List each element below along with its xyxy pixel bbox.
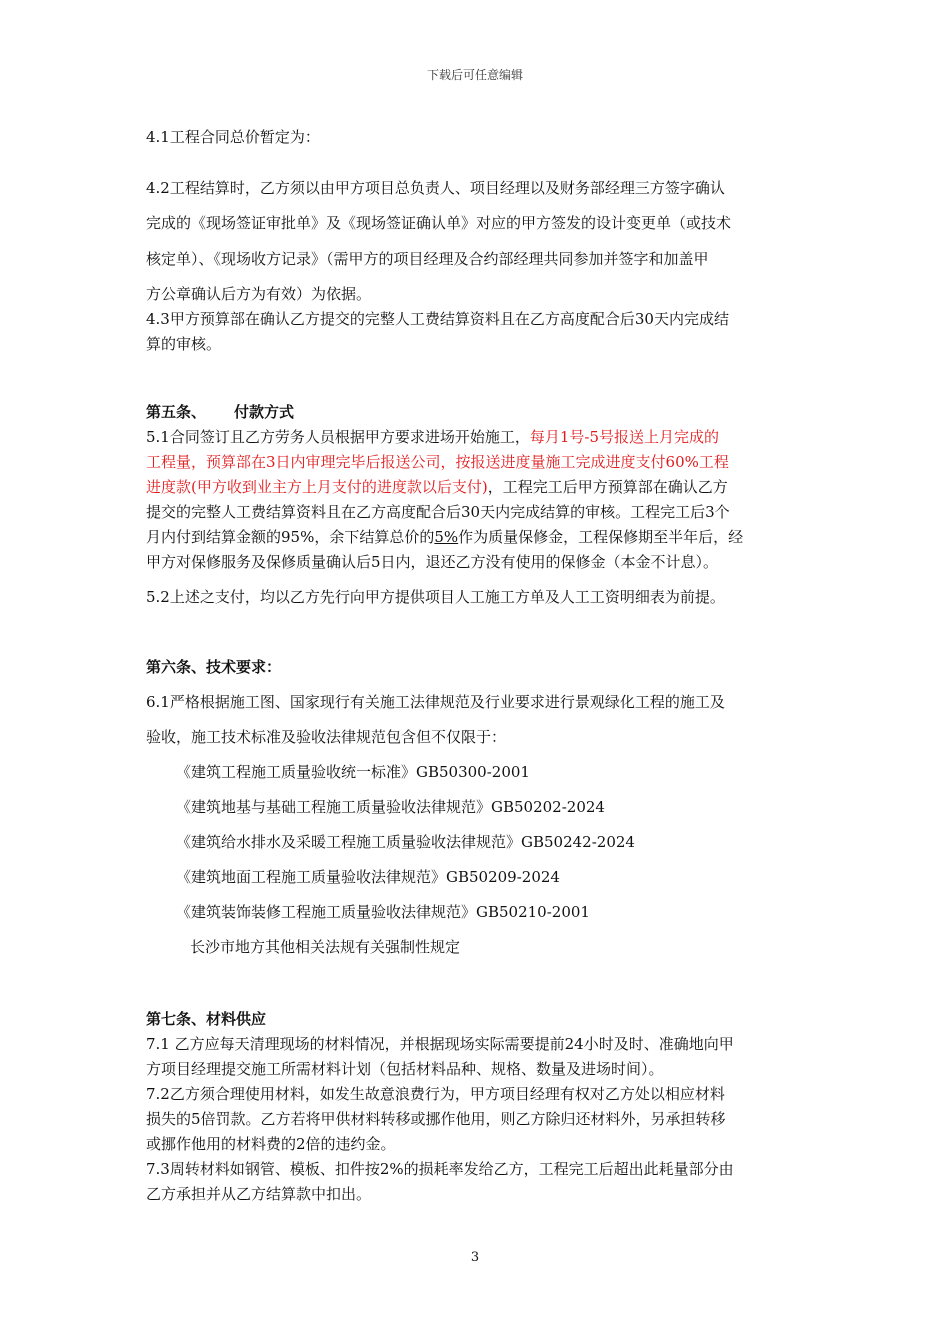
standard-item: 《建筑给水排水及采暖工程施工质量验收法律规范》GB50242-2024: [176, 833, 635, 851]
section-5-number: 第五条、: [146, 403, 207, 421]
standard-item: 长沙市地方其他相关法规有关强制性规定: [190, 938, 461, 956]
clause-5-1-highlight-2: 进度款(甲方收到业主方上月支付的进度款以后支付): [146, 478, 488, 496]
clause-4-3-line-1: 4.3甲方预算部在确认乙方提交的完整人工费结算资料且在乙方高度配合后30天内完成结: [146, 310, 729, 328]
section-5-title: [146, 402, 294, 422]
clause-5-1-line-5: [146, 527, 743, 547]
clause-7-1-line-2: 方项目经理提交施工所需材料计划（包括材料品种、规格、数量及进场时间）。: [146, 1060, 664, 1078]
clause-5-1-line-4: 提交的完整人工费结算资料且在乙方高度配合后30天内完成结算的审核。工程完工后3个: [146, 503, 730, 521]
clause-4-2-line-4: 方公章确认后方为有效）为依据。: [146, 285, 372, 303]
clause-7-2-line-2: 损失的5倍罚款。乙方若将甲供材料转移或挪作他用，则乙方除归还材料外，另承担转移: [146, 1110, 726, 1128]
clause-4-1: 4.1工程合同总价暂定为：: [146, 128, 320, 146]
clause-4-2-line-3: 核定单）、《现场收方记录》（需甲方的项目经理及合约部经理共同参加并签字和加盖甲: [146, 250, 709, 268]
standard-item: 《建筑工程施工质量验收统一标准》GB50300-2001: [176, 763, 530, 781]
section-6-title: 第六条、技术要求：: [146, 658, 282, 676]
standard-item: 《建筑地基与基础工程施工质量验收法律规范》GB50202-2024: [176, 798, 605, 816]
clause-4-3-line-2: 算的审核。: [146, 335, 222, 353]
clause-5-2: 5.2上述之支付，均以乙方先行向甲方提供项目人工施工方单及人工工资明细表为前提。: [146, 588, 725, 606]
clause-7-3-line-1: 7.3周转材料如钢管、模板、扣件按2%的损耗率发给乙方，工程完工后超出此耗量部分由: [146, 1160, 734, 1178]
clause-7-2-line-3: 或挪作他用的材料费的2倍的违约金。: [146, 1135, 396, 1153]
retention-percent: 5%: [434, 528, 459, 546]
clause-4-2-line-1: 4.2工程结算时，乙方须以由甲方项目总负责人、项目经理以及财务部经理三方签字确认: [146, 179, 725, 197]
clause-5-1-line-1: [146, 427, 719, 447]
page-number: 3: [470, 1250, 480, 1265]
standard-item: 《建筑装饰装修工程施工质量验收法律规范》GB50210-2001: [176, 903, 590, 921]
clause-4-2-line-2: 完成的《现场签证审批单》及《现场签证确认单》对应的甲方签发的设计变更单（或技术: [146, 214, 732, 232]
clause-5-1-text-2: ，工程完工后甲方预算部在确认乙方: [487, 478, 728, 496]
clause-5-1-text: 5.1合同签订且乙方劳务人员根据甲方要求进场开始施工，: [146, 428, 530, 446]
clause-5-1-highlight: 每月1号-5号报送上月完成的: [529, 428, 720, 446]
clause-6-1-line-2: 验收，施工技术标准及验收法律规范包含但不仅限于：: [146, 728, 507, 746]
clause-5-1-text-4: 作为质量保修金，工程保修期至半年后，经: [458, 528, 744, 546]
clause-7-1-line-1: 7.1 乙方应每天清理现场的材料情况，并根据现场实际需要提前24小时及时、准确地向甲: [146, 1035, 734, 1053]
section-5-heading: 付款方式: [234, 403, 295, 421]
standard-item: 《建筑地面工程施工质量验收法律规范》GB50209-2024: [176, 868, 560, 886]
clause-7-2-line-1: 7.2乙方须合理使用材料，如发生故意浪费行为，甲方项目经理有权对乙方处以相应材料: [146, 1085, 725, 1103]
clause-5-1-line-3: [146, 477, 728, 497]
clause-5-1-text-3: 月内付到结算金额的95%，余下结算总价的: [146, 528, 435, 546]
section-7-title: 第七条、材料供应: [146, 1010, 267, 1028]
clause-6-1-line-1: 6.1严格根据施工图、国家现行有关施工法律规范及行业要求进行景观绿化工程的施工及: [146, 693, 725, 711]
clause-5-1-line-6: 甲方对保修服务及保修质量确认后5日内，退还乙方没有使用的保修金（本金不计息）。: [146, 553, 719, 571]
clause-5-1-line-2: 工程量，预算部在3日内审理完毕后报送公司，按报送进度量施工完成进度支付60%工程: [146, 453, 729, 471]
page-header: 下载后可任意编辑: [426, 68, 523, 82]
clause-7-3-line-2: 乙方承担并从乙方结算款中扣出。: [146, 1185, 372, 1203]
